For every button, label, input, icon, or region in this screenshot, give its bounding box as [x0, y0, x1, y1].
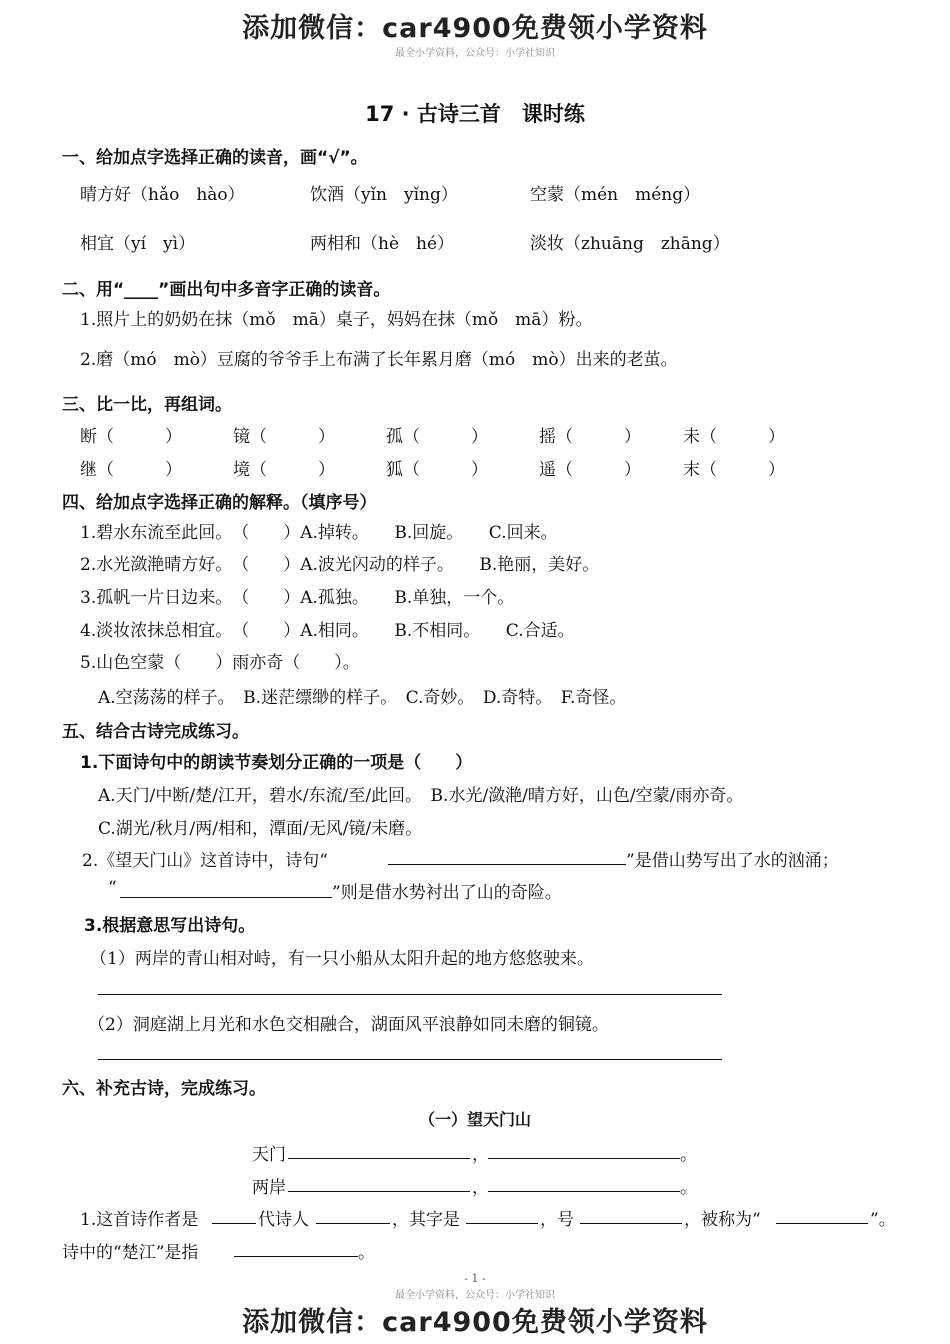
s1-item: 晴方好（hǎo hào） [80, 185, 245, 205]
s6-q1-blank-chujiang[interactable] [234, 1256, 358, 1257]
s5-question-3-1: （1）两岸的青山相对峙，有一只小船从太阳升起的地方悠悠驶来。 [90, 949, 594, 969]
s5-q2-blank-1[interactable] [388, 864, 626, 865]
poem-period: 。 [680, 1145, 697, 1165]
s5-q3-2-answer-line[interactable] [98, 1059, 722, 1060]
s4-question-2: 2.水光潋滟晴方好。 （ ）A.波光闪动的样子。 B.艳丽，美好。 [80, 555, 600, 575]
poem-period: 。 [680, 1178, 697, 1198]
s6-q1-text-g: 诗中的“楚江”是指 [62, 1243, 199, 1263]
s6-q1-blank-title[interactable] [776, 1223, 868, 1224]
s3-item: 断（ ） [80, 427, 182, 447]
watermark-sub-bottom: 最全小学资料，公众号：小学社知识 [395, 1290, 555, 1301]
s3-item: 未（ ） [683, 427, 785, 447]
s1-item: 空蒙（mén méng） [530, 185, 701, 205]
s4-question-5-options: A.空荡荡的样子。 B.迷茫缥缈的样子。 C.奇妙。 D.奇特。 F.奇怪。 [98, 688, 627, 708]
s5-question-1-options-ab: A.天门/中断/楚/江开，碧水/东流/至/此回。 B.水光/潋滟/晴方好，山色/空蒙/雨亦奇。 [98, 786, 744, 806]
s5-question-1-option-c: C.湖光/秋月/两/相和，潭面/无风/镜/未磨。 [98, 819, 423, 839]
s6-q1-blank-poet[interactable] [316, 1223, 390, 1224]
s5-question-2-text-c: “ [108, 878, 117, 898]
s1-item: 淡妆（zhuāng zhāng） [530, 234, 730, 254]
s3-item: 末（ ） [683, 460, 785, 480]
s5-q3-1-answer-line[interactable] [98, 994, 722, 995]
s3-item: 摇（ ） [539, 427, 641, 447]
watermark-bottom: 添加微信：car4900免费领小学资料 [242, 1307, 708, 1338]
poem-title: （一）望天门山 [418, 1110, 531, 1129]
s6-q1-text-f: ”。 [870, 1210, 896, 1230]
s6-q1-text-d: ，号 [540, 1210, 574, 1230]
s4-question-4: 4.淡妆浓抹总相宜。 （ ）A.相同。 B.不相同。 C.合适。 [80, 621, 575, 641]
poem-line-1-start: 天门 [252, 1145, 286, 1165]
poem-line-1-blank-b[interactable] [488, 1158, 680, 1159]
s6-q1-blank-dynasty[interactable] [212, 1223, 256, 1224]
s3-item: 遥（ ） [539, 460, 641, 480]
s6-q1-text-h: 。 [358, 1243, 375, 1263]
section-3-heading: 三、比一比，再组词。 [62, 395, 232, 415]
s3-item: 狐（ ） [386, 460, 488, 480]
s5-question-2-text-a: 2.《望天门山》这首诗中，诗句“ [82, 851, 328, 871]
s6-q1-text-c: ，其字是 [392, 1210, 460, 1230]
s1-item: 两相和（hè hé） [310, 234, 455, 254]
section-1-heading: 一、给加点字选择正确的读音，画“√”。 [62, 148, 368, 168]
section-2-heading: 二、用“____”画出句中多音字正确的读音。 [62, 280, 391, 300]
watermark-sub-top: 最全小学资料，公众号：小学社知识 [395, 48, 555, 59]
s6-q1-text-b: 代诗人 [258, 1210, 309, 1230]
s4-question-5: 5.山色空蒙（ ）雨亦奇（ ）。 [80, 653, 360, 673]
s1-item: 相宜（yí yì） [80, 234, 196, 254]
s2-question-1: 1.照片上的奶奶在抹（mǒ mā）桌子，妈妈在抹（mǒ mā）粉。 [80, 310, 593, 330]
page-number: - 1 - [464, 1272, 486, 1285]
s6-q1-text-a: 1.这首诗作者是 [80, 1210, 199, 1230]
s4-question-3: 3.孤帆一片日边来。 （ ）A.孤独。 B.单独，一个。 [80, 588, 515, 608]
poem-line-2-blank-a[interactable] [288, 1191, 470, 1192]
s6-q1-blank-zi[interactable] [466, 1223, 538, 1224]
s5-question-3: 3.根据意思写出诗句。 [84, 916, 256, 936]
s5-question-1: 1.下面诗句中的朗读节奏划分正确的一项是（ ） [80, 753, 473, 773]
section-6-heading: 六、补充古诗，完成练习。 [62, 1079, 266, 1099]
page-title: 17 · 古诗三首 课时练 [365, 102, 585, 126]
s6-q1-blank-hao[interactable] [580, 1223, 682, 1224]
s3-item: 镜（ ） [233, 427, 335, 447]
s3-item: 境（ ） [233, 460, 335, 480]
s2-question-2: 2.磨（mó mò）豆腐的爷爷手上布满了长年累月磨（mó mò）出来的老茧。 [80, 350, 678, 370]
section-5-heading: 五、结合古诗完成练习。 [62, 722, 249, 742]
watermark-top: 添加微信：car4900免费领小学资料 [242, 13, 708, 44]
s1-item: 饮酒（yǐn yǐng） [310, 185, 458, 205]
s5-question-2-text-b: ”是借山势写出了水的汹涌； [626, 851, 839, 871]
poem-line-2-blank-b[interactable] [488, 1191, 680, 1192]
s5-q2-blank-2[interactable] [120, 897, 332, 898]
s4-question-1: 1.碧水东流至此回。 （ ）A.掉转。 B.回旋。 C.回来。 [80, 523, 558, 543]
section-4-heading: 四、给加点字选择正确的解释。（填序号） [62, 493, 377, 513]
poem-comma: ， [472, 1145, 489, 1165]
s5-question-2-text-d: ”则是借水势衬出了山的奇险。 [332, 883, 562, 903]
s5-question-3-2: （2）洞庭湖上月光和水色交相融合，湖面风平浪静如同未磨的铜镜。 [88, 1015, 609, 1035]
s3-item: 孤（ ） [386, 427, 488, 447]
poem-line-2-start: 两岸 [252, 1178, 286, 1198]
s6-q1-text-e: ，被称为“ [684, 1210, 761, 1230]
poem-comma: ， [472, 1178, 489, 1198]
s3-item: 继（ ） [80, 460, 182, 480]
poem-line-1-blank-a[interactable] [288, 1158, 470, 1159]
